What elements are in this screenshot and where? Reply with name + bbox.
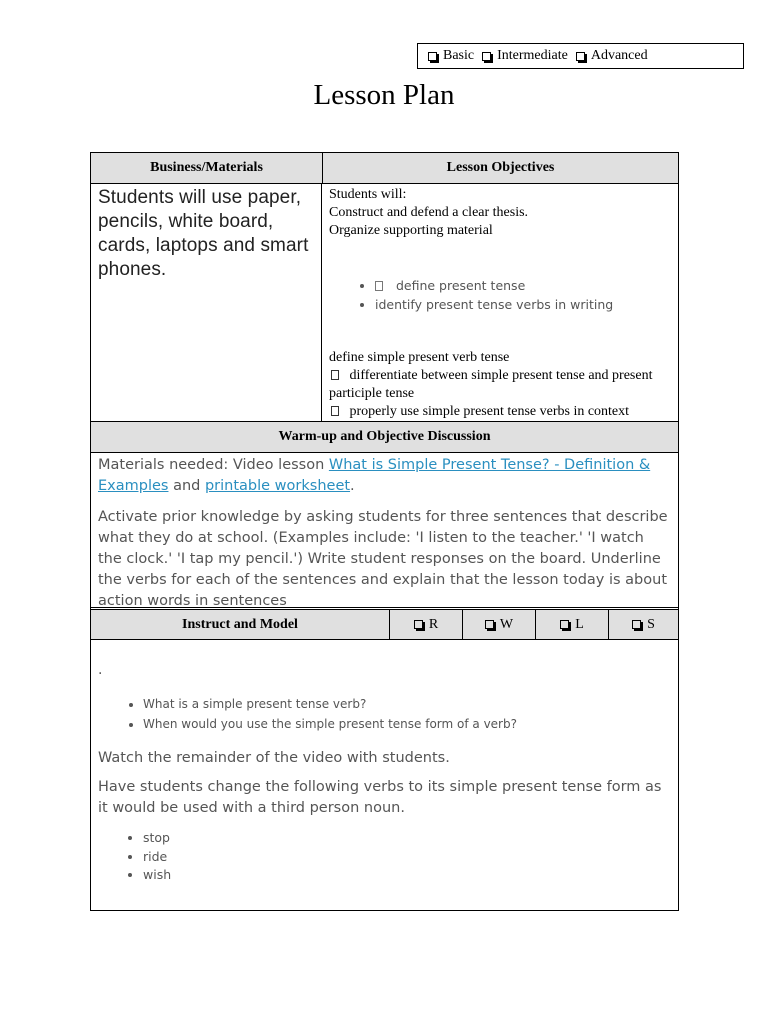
video-lesson-link[interactable]: What is Simple Present Tense? - Definition & Examples [98,457,651,494]
checkbox-icon[interactable] [482,52,491,61]
objectives-intro-line: Students will: [329,187,407,202]
checkbox-icon[interactable] [632,620,641,629]
instruct-body-row [91,640,678,910]
checkbox-icon[interactable] [560,620,569,629]
list-item: • When would you use the simple present tense form of a verb? [143,714,671,734]
level-selector [417,43,744,69]
placeholder-glyph-icon [375,281,383,291]
activate-paragraph: Activate prior knowledge by asking students for three sentences that describe what they do at school. (Examples include: 'I listen to the teacher.' 'I watch the clock.' 'I tap my pencil.') Write student responses on the board. Underline the verbs for each of the sentences and explain that the lesson today is about action words in sentences [98,509,668,609]
checkbox-icon[interactable] [485,620,494,629]
list-item: • What is a simple present tense verb? [143,694,671,714]
placeholder-glyph-icon [331,370,339,380]
warmup-header: Warm-up and Objective Discussion [91,422,678,452]
lesson-plan-table [90,152,679,911]
objectives-extra-line: define simple present verb tense [329,350,510,365]
warmup-body [91,453,678,607]
list-item: • stop [143,829,671,848]
section1-body-row [91,184,678,422]
objectives-header: Lesson Objectives [323,153,678,183]
change-paragraph: Have students change the following verbs to its simple present tense form as it would be used with a third person noun. [98,779,662,816]
skill-listening[interactable]: L [536,610,609,639]
skill-speaking[interactable]: S [609,610,678,639]
question-list [98,694,671,734]
watch-paragraph: Watch the remainder of the video with students. [98,750,450,766]
objectives-extra-line: differentiate between simple present tense and present participle tense [329,368,653,401]
instruct-header-row [91,610,678,640]
checkbox-icon[interactable] [428,52,437,61]
warmup-header-row [91,422,678,453]
dot-text: . [98,662,103,678]
objectives-intro-line: Organize supporting material [329,223,493,238]
materials-header: Business/Materials [91,153,323,183]
skill-reading[interactable]: R [390,610,463,639]
objectives-intro-line: Construct and defend a clear thesis. [329,205,529,220]
checkbox-icon[interactable] [414,620,423,629]
instruct-body [91,640,678,910]
objectives-bullet-list [329,276,671,314]
level-option-advanced[interactable]: Advanced [576,48,648,64]
level-option-basic[interactable]: Basic [428,48,474,64]
materials-needed-paragraph: Materials needed: Video lesson What is Simple Present Tense? - Definition & Examples and printable worksheet. [98,457,651,494]
materials-text: Students will use paper, pencils, white board, cards, laptops and smart phones. [91,184,322,421]
checkbox-icon[interactable] [576,52,585,61]
level-option-intermediate[interactable]: Intermediate [482,48,568,64]
list-item: • wish [143,866,671,885]
verb-list [98,829,671,885]
warmup-body-row [91,453,678,610]
list-item: • identify present tense verbs in writing [375,295,671,314]
instruct-header: Instruct and Model [91,610,390,639]
objectives-extra-line: properly use simple present tense verbs in context [329,403,671,421]
worksheet-link[interactable]: printable worksheet [204,478,351,494]
list-item: • define present tense [375,276,671,295]
objectives-cell [322,184,678,421]
placeholder-glyph-icon [331,406,339,416]
page-title: Lesson Plan [313,79,455,111]
skill-writing[interactable]: W [463,610,536,639]
list-item: • ride [143,848,671,867]
section1-header-row [91,153,678,184]
